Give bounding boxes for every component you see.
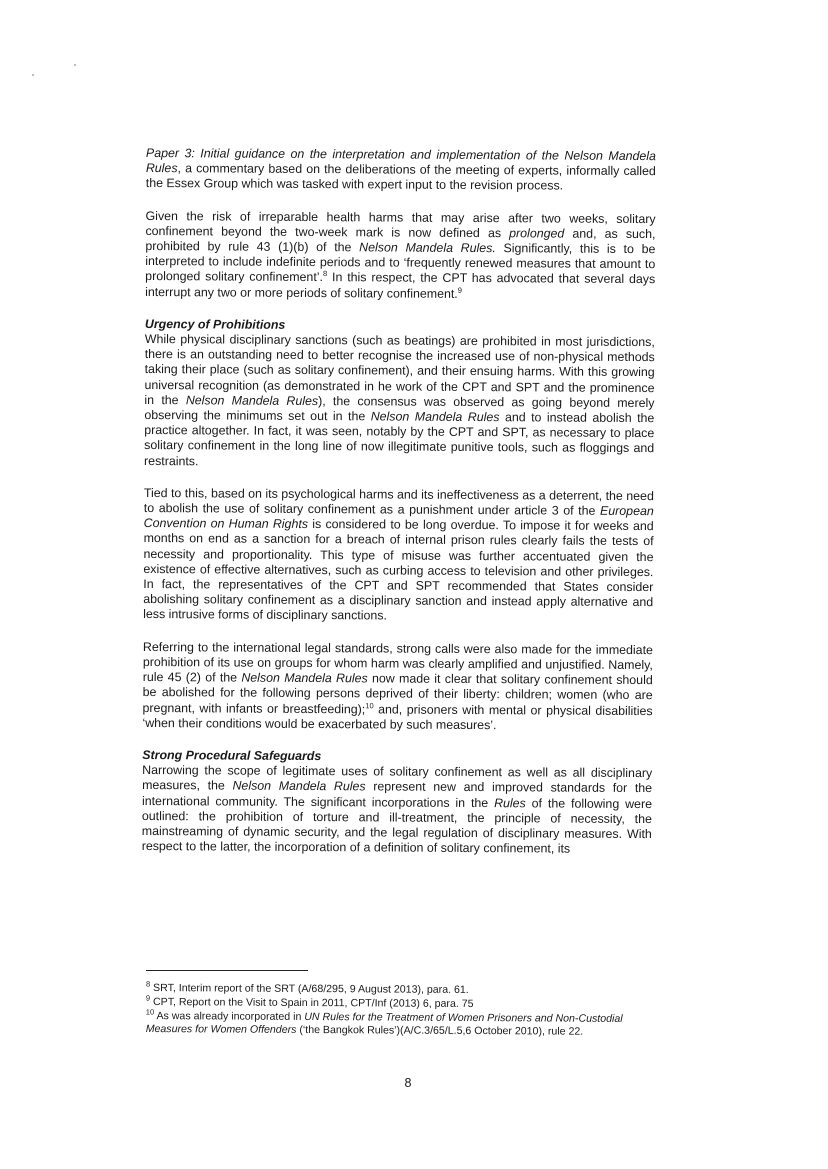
text-run: Significantly, this is to be interpreted to include indefinite periods and to ‘frequently renewed measures that amount to prolonged solitary confinement’. [145, 241, 656, 285]
footnote-marker: 9 [457, 285, 462, 295]
text-run: is considered to be long overdue. To impose it for weeks and months on end as a sanction for a breach of internal prison rules clearly fails the tests of necessity and proportionality. This type of misuse was further accentuated given the existence of effective alternatives, such as curbing access to television and other privileges. In fact, the representatives of the CPT and SPT recommended that States consider abolishing solitary confinement as a disciplinary sanction and instead apply alternative and less intrusive forms of disciplinary sanctions. [143, 517, 654, 623]
paragraph [145, 209, 656, 303]
text-run: , a commentary based on the deliberations of the meeting of experts, informally called the Essex Group which was tasked with expert input to the revision process. [145, 161, 656, 193]
page-number: 8 [404, 1076, 412, 1090]
text-run: of the following were outlined: the prohibition of torture and ill-treatment, the principle of necessity, the mainstreaming of dynamic security, and the legal regulation of disciplinary measures. With respect to the latter, the incorporation of a definition of solitary confinement, its [141, 795, 653, 856]
scan-speck [32, 74, 34, 76]
text-run: In this respect, the CPT has advocated that several days interrupt any two or more periods of solitary confinement. [145, 270, 656, 301]
italic-text: Nelson Mandela Rules [241, 670, 368, 686]
text-run: SRT, Interim report of the SRT (A/68/295, 9 August 2013), para. 61. [150, 982, 469, 996]
footnote [145, 1007, 666, 1041]
text-run: CPT, Report on the Visit to Spain in 2011, CPT/Inf (2013) 6, para. 75 [150, 995, 474, 1010]
footnote-marker: 10 [145, 1007, 155, 1017]
footnotes [145, 979, 666, 1040]
italic-text: European Convention on Human Rights [143, 503, 654, 532]
text-run: Narrowing the scope of legitimate uses of solitary confinement as well as all disciplinary measures, the [142, 763, 653, 793]
italic-text: Paper 3: Initial guidance on the interpretation and implementation of the Nelson Mandela Rules [145, 146, 656, 176]
paragraph [143, 486, 654, 626]
text-run: now made it clear that solitary confinement should be abolished for the following persons deprived of their liberty: children; women (who are pregnant, with infants or breastfeeding); [142, 671, 653, 716]
text-run: Given the risk of irreparable health harms that may arise after two weeks, solitary confinement beyond the two-week mark is now defined as [145, 208, 656, 241]
italic-text: Nelson Mandela Rules [232, 778, 366, 794]
text-run: represent new and improved standards for the international community. The significant incorporations in the [141, 779, 653, 810]
scan-speck [74, 64, 76, 66]
italic-text: Nelson Mandela Rules. [359, 240, 496, 256]
italic-text: Rules [494, 795, 526, 810]
text-run: While physical disciplinary sanctions (such as beatings) are prohibited in most jurisdictions, there is an outstanding need to better recognise the increased use of non-physical methods taking their place (such as solitary confinement), and their ensuing harms. With this growing universal recognition (as demonstrated in he work of the CPT and SPT and the prominence in the [144, 332, 655, 408]
footnote-marker: 8 [145, 979, 151, 989]
italic-text: UN Rules for the Treatment of Women Prisoners and Non-Custodial Measures for Women Offenders [145, 1010, 623, 1037]
italic-text: Nelson Mandela Rules [185, 393, 319, 408]
footnote-marker: 10 [365, 700, 374, 710]
italic-text: prolonged [509, 226, 565, 241]
footnote-marker: 8 [322, 269, 328, 279]
text-run: Tied to this, based on its psychological harms and its ineffectiveness as a deterrent, the need to abolish the use of solitary confinement as a punishment under article 3 of the [143, 485, 654, 518]
italic-text: Nelson Mandela Rules [370, 409, 500, 425]
body-text [142, 146, 656, 874]
section-heading: Strong Procedural Safeguards [142, 747, 322, 763]
paragraph [146, 146, 656, 195]
text-run: (‘the Bangkok Rules’)(A/C.3/65/L.5,6 October 2010), rule 22. [296, 1024, 584, 1039]
text-run: As was already incorporated in [154, 1009, 305, 1023]
paragraph [142, 748, 653, 858]
footnote-marker: 9 [145, 993, 151, 1003]
footnote-divider [146, 970, 308, 971]
text-run: and, as such, prohibited by rule 43 (1)(b) of the [145, 226, 656, 255]
text-run: and, prisoners with mental or physical disabilities ‘when their conditions would be exacerbated by such measures’. [142, 701, 653, 732]
text-run: and to instead abolish the practice altogether. In fact, it was seen, notably by the CPT and SPT, as necessary to place solitary confinement in the long line of now illegitimate punitive tools, such as floggings and restraints. [144, 410, 655, 468]
paragraph [144, 317, 655, 472]
section-heading: Urgency of Prohibitions [144, 316, 286, 332]
paragraph [142, 640, 653, 734]
text-run: ), the consensus was observed as going beyond merely observing the minimums set out in the [144, 393, 655, 424]
text-run: Referring to the international legal standards, strong calls were also made for the immediate prohibition of its use on groups for whom harm was clearly amplified and unjustified. Namely, rule 45 (2) of the [142, 639, 653, 685]
